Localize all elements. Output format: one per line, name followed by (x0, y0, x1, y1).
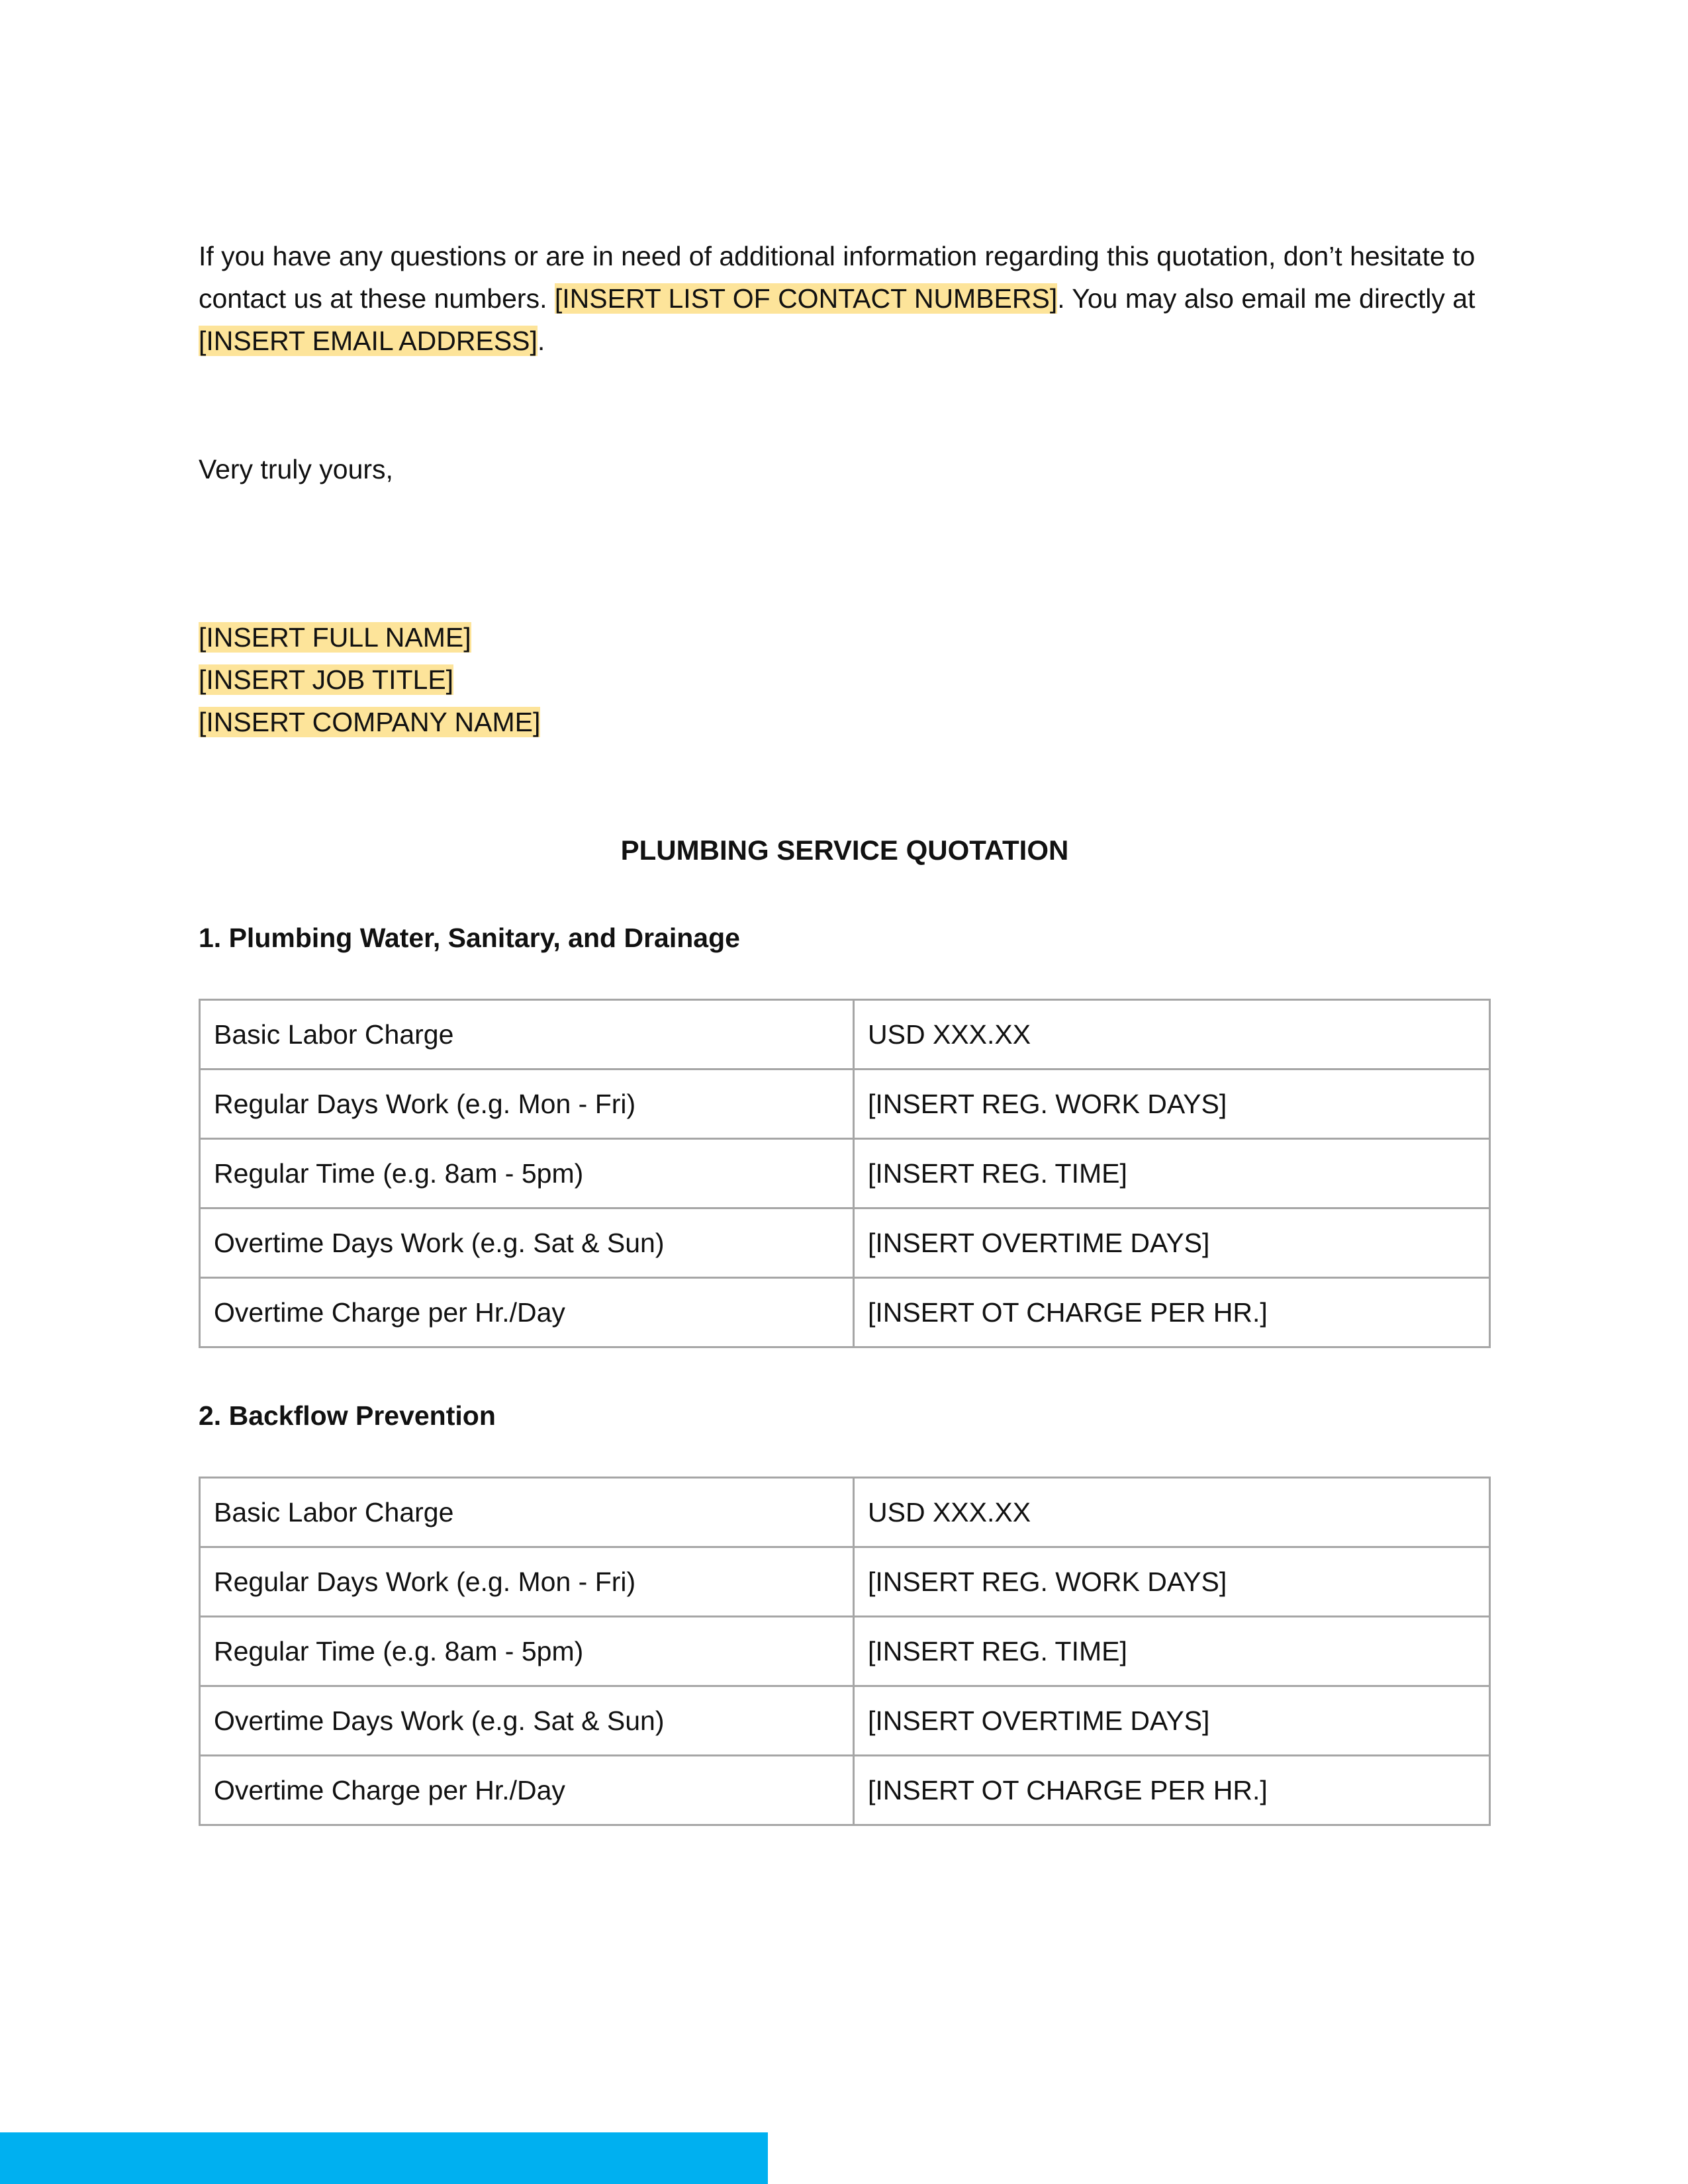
row-value: [INSERT REG. WORK DAYS] (854, 1069, 1490, 1139)
row-value: [INSERT OVERTIME DAYS] (854, 1208, 1490, 1278)
signature-full-name: [INSERT FULL NAME] (199, 622, 471, 653)
section-2-table (199, 1477, 1491, 1826)
table-row (200, 1547, 1490, 1617)
contact-paragraph-end: . (537, 326, 545, 356)
signature-company-name: [INSERT COMPANY NAME] (199, 707, 541, 737)
section-1-heading: 1. Plumbing Water, Sanitary, and Drainage (199, 923, 740, 953)
table-row (200, 1278, 1490, 1347)
row-label: Regular Days Work (e.g. Mon - Fri) (200, 1547, 854, 1617)
contact-paragraph-intro: If you have any questions or are in need of additional information regarding this quotation, don’t hesitate to contact us at these numbers. (199, 241, 1476, 314)
row-value: [INSERT REG. TIME] (854, 1139, 1490, 1208)
contact-paragraph-middle: . You may also email me directly at (1057, 283, 1476, 314)
row-value: [INSERT OVERTIME DAYS] (854, 1686, 1490, 1756)
row-value: [INSERT OT CHARGE PER HR.] (854, 1756, 1490, 1825)
row-label: Basic Labor Charge (200, 1000, 854, 1069)
row-value: [INSERT REG. TIME] (854, 1617, 1490, 1686)
row-value: USD XXX.XX (854, 1478, 1490, 1547)
row-label: Basic Labor Charge (200, 1478, 854, 1547)
section-2-heading: 2. Backflow Prevention (199, 1400, 496, 1431)
email-placeholder: [INSERT EMAIL ADDRESS] (199, 326, 538, 356)
table-row (200, 1000, 1490, 1069)
table-row (200, 1208, 1490, 1278)
footer-accent-bar (0, 2132, 768, 2184)
signature-block (199, 616, 1491, 743)
closing-salutation: Very truly yours, (199, 454, 393, 484)
contact-numbers-placeholder: [INSERT LIST OF CONTACT NUMBERS] (554, 283, 1058, 314)
row-label: Overtime Days Work (e.g. Sat & Sun) (200, 1686, 854, 1756)
row-label: Overtime Charge per Hr./Day (200, 1756, 854, 1825)
row-label: Regular Time (e.g. 8am - 5pm) (200, 1139, 854, 1208)
row-value: [INSERT OT CHARGE PER HR.] (854, 1278, 1490, 1347)
table-row (200, 1756, 1490, 1825)
table-row (200, 1139, 1490, 1208)
row-value: USD XXX.XX (854, 1000, 1490, 1069)
signature-job-title: [INSERT JOB TITLE] (199, 664, 454, 695)
row-label: Overtime Charge per Hr./Day (200, 1278, 854, 1347)
contact-paragraph (199, 235, 1491, 362)
row-label: Regular Days Work (e.g. Mon - Fri) (200, 1069, 854, 1139)
table-row (200, 1686, 1490, 1756)
section-1-table (199, 999, 1491, 1348)
row-value: [INSERT REG. WORK DAYS] (854, 1547, 1490, 1617)
row-label: Overtime Days Work (e.g. Sat & Sun) (200, 1208, 854, 1278)
quotation-title: PLUMBING SERVICE QUOTATION (620, 835, 1069, 866)
table-row (200, 1069, 1490, 1139)
table-row (200, 1617, 1490, 1686)
document-body (199, 235, 1491, 1826)
table-row (200, 1478, 1490, 1547)
row-label: Regular Time (e.g. 8am - 5pm) (200, 1617, 854, 1686)
